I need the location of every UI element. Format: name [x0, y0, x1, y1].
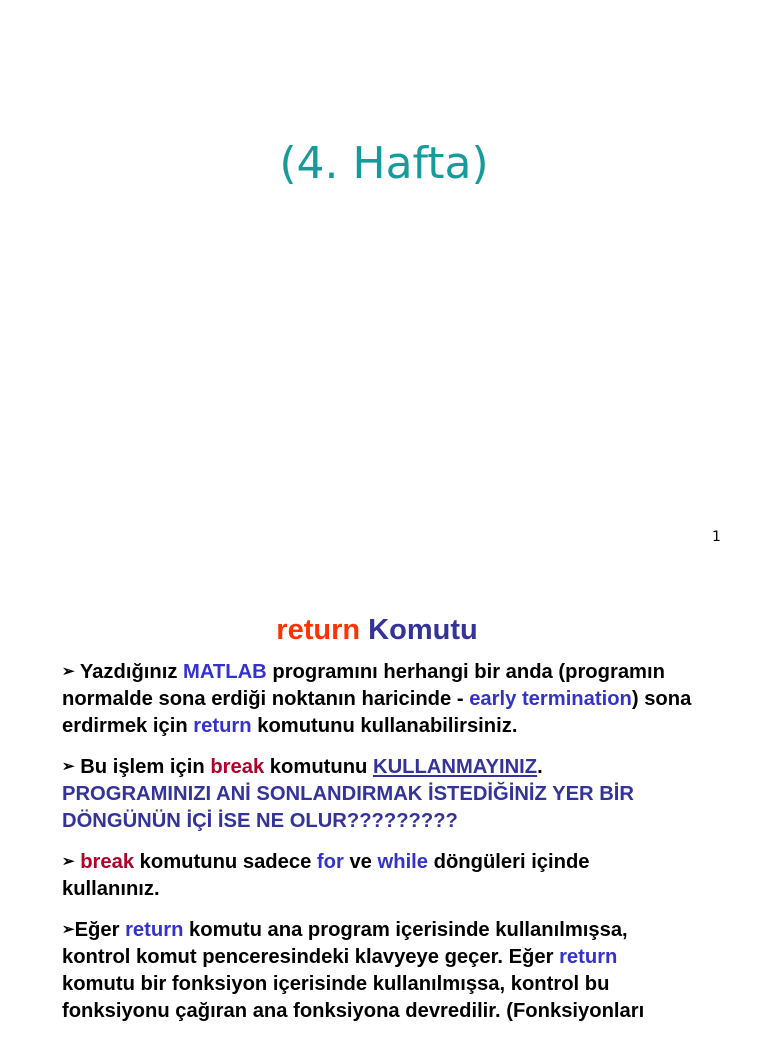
text: Yazdığınız — [79, 661, 184, 683]
text: ve — [343, 851, 378, 873]
bullet-item — [62, 916, 768, 1025]
text: Eğer — [74, 919, 126, 941]
slide-title: (4. Hafta) — [279, 138, 489, 189]
keyword-for: for — [316, 851, 344, 873]
text: . — [537, 756, 543, 778]
keyword-return: return — [559, 946, 618, 968]
keyword-kullanmayiniz: KULLANMAYINIZ — [372, 756, 538, 778]
bullet-arrow-icon: ➢ — [62, 921, 75, 938]
keyword-return: return — [193, 715, 252, 737]
keyword-break: break — [210, 756, 265, 778]
heading-keyword: return — [276, 614, 361, 646]
keyword-return: return — [125, 919, 184, 941]
bullet-item — [62, 848, 768, 903]
warning-text: PROGRAMINIZI ANİ SONLANDIRMAK İSTEDİĞİNİZ YER BİR — [62, 783, 634, 805]
text: komutunu — [264, 756, 373, 778]
content-slide — [0, 600, 768, 1024]
text: erdirmek için — [62, 715, 194, 737]
keyword-while: while — [377, 851, 429, 873]
text: komutunu sadece — [134, 851, 317, 873]
text: Bu işlem için — [80, 756, 211, 778]
bullet-list — [62, 658, 768, 1038]
text: komutu bir fonksiyon içerisinde kullanılmışsa, kontrol bu — [62, 973, 610, 995]
bullet-arrow-icon: ➢ — [62, 663, 75, 680]
text: komutu ana program içerisinde kullanılmışsa, — [183, 919, 628, 941]
text: döngüleri içinde — [428, 851, 590, 873]
keyword-break: break — [80, 851, 135, 873]
keyword-matlab: MATLAB — [183, 661, 267, 683]
bullet-item — [62, 753, 768, 835]
text: kullanınız. — [62, 878, 160, 900]
heading-text: Komutu — [368, 614, 478, 646]
text: normalde sona erdiği noktanın haricinde - — [62, 688, 470, 710]
slide-heading — [0, 614, 768, 647]
text: ) sona — [631, 688, 692, 710]
text: fonksiyonu çağıran ana fonksiyona devredilir. (Fonksiyonları — [62, 1000, 645, 1022]
keyword-early-termination: early termination — [469, 688, 632, 710]
bullet-item — [62, 658, 768, 740]
warning-text: DÖNGÜNÜN İÇİ İSE NE OLUR????????? — [62, 810, 458, 832]
page-number: 1 — [712, 529, 721, 545]
text: kontrol komut penceresindeki klavyeye geçer. Eğer — [62, 946, 560, 968]
text: programını herhangi bir anda (programın — [266, 661, 665, 683]
bullet-arrow-icon: ➢ — [62, 758, 75, 775]
bullet-arrow-icon: ➢ — [62, 853, 75, 870]
text: komutunu kullanabilirsiniz. — [251, 715, 518, 737]
